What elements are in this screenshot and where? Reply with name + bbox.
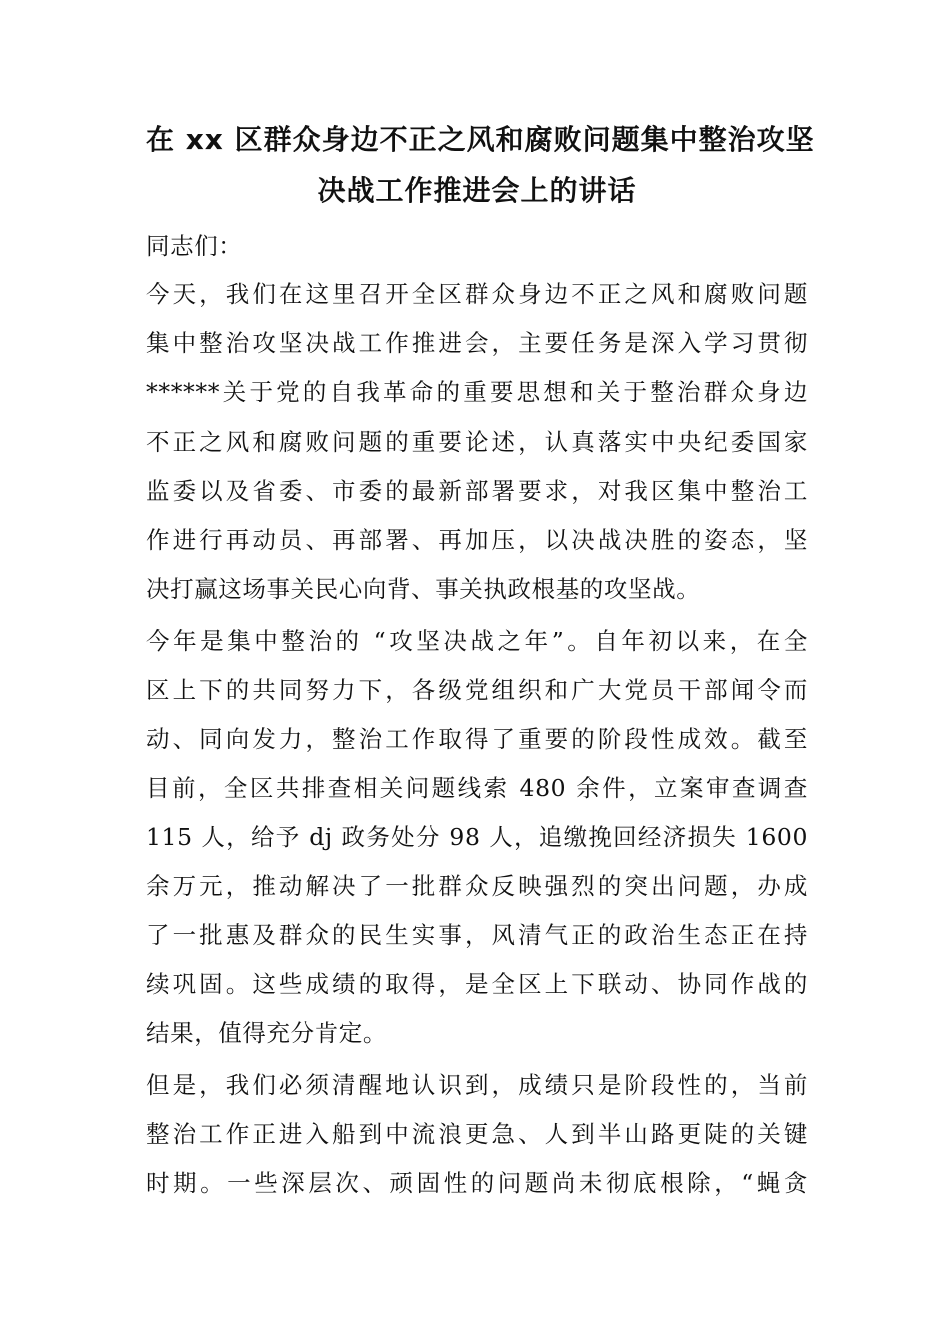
body-line: 了一批惠及群众的民生实事，风清气正的政治生态正在持	[146, 921, 808, 949]
body-line: 今年是集中整治的 “攻坚决战之年”。自年初以来，在全	[146, 627, 808, 655]
body-line: ******关于党的自我革命的重要思想和关于整治群众身边	[146, 378, 808, 406]
body-line: 动、同向发力，整治工作取得了重要的阶段性成效。截至	[146, 725, 808, 753]
body-line: 但是，我们必须清醒地认识到，成绩只是阶段性的，当前	[146, 1071, 808, 1099]
document-title-line-1: 在 xx 区群众身边不正之风和腐败问题集中整治攻坚	[146, 123, 815, 156]
document-title-line-2: 决战工作推进会上的讲话	[317, 174, 637, 207]
body-line: 今天，我们在这里召开全区群众身边不正之风和腐败问题	[146, 280, 808, 308]
body-line: 集中整治攻坚决战工作推进会，主要任务是深入学习贯彻	[146, 329, 808, 357]
body-line: 作进行再动员、再部署、再加压，以决战决胜的姿态，坚	[146, 526, 808, 554]
body-line: 目前，全区共排查相关问题线索 480 余件，立案审查调查	[146, 774, 808, 802]
body-line: 时期。一些深层次、顽固性的问题尚未彻底根除，“蝇贪	[146, 1169, 808, 1197]
body-line: 整治工作正进入船到中流浪更急、人到半山路更陡的关键	[146, 1120, 808, 1148]
body-line: 续巩固。这些成绩的取得，是全区上下联动、协同作战的	[146, 970, 808, 998]
body-line: 不正之风和腐败问题的重要论述，认真落实中央纪委国家	[146, 428, 808, 456]
salutation: 同志们：	[146, 232, 243, 260]
body-line: 监委以及省委、市委的最新部署要求，对我区集中整治工	[146, 477, 808, 505]
body-line: 结果，值得充分肯定。	[146, 1019, 387, 1047]
body-line: 余万元，推动解决了一批群众反映强烈的突出问题，办成	[146, 872, 808, 900]
body-line: 115 人，给予 dj 政务处分 98 人，追缴挽回经济损失 1600	[146, 823, 808, 851]
body-line: 区上下的共同努力下，各级党组织和广大党员干部闻令而	[146, 676, 808, 704]
body-line: 决打赢这场事关民心向背、事关执政根基的攻坚战。	[146, 575, 701, 603]
